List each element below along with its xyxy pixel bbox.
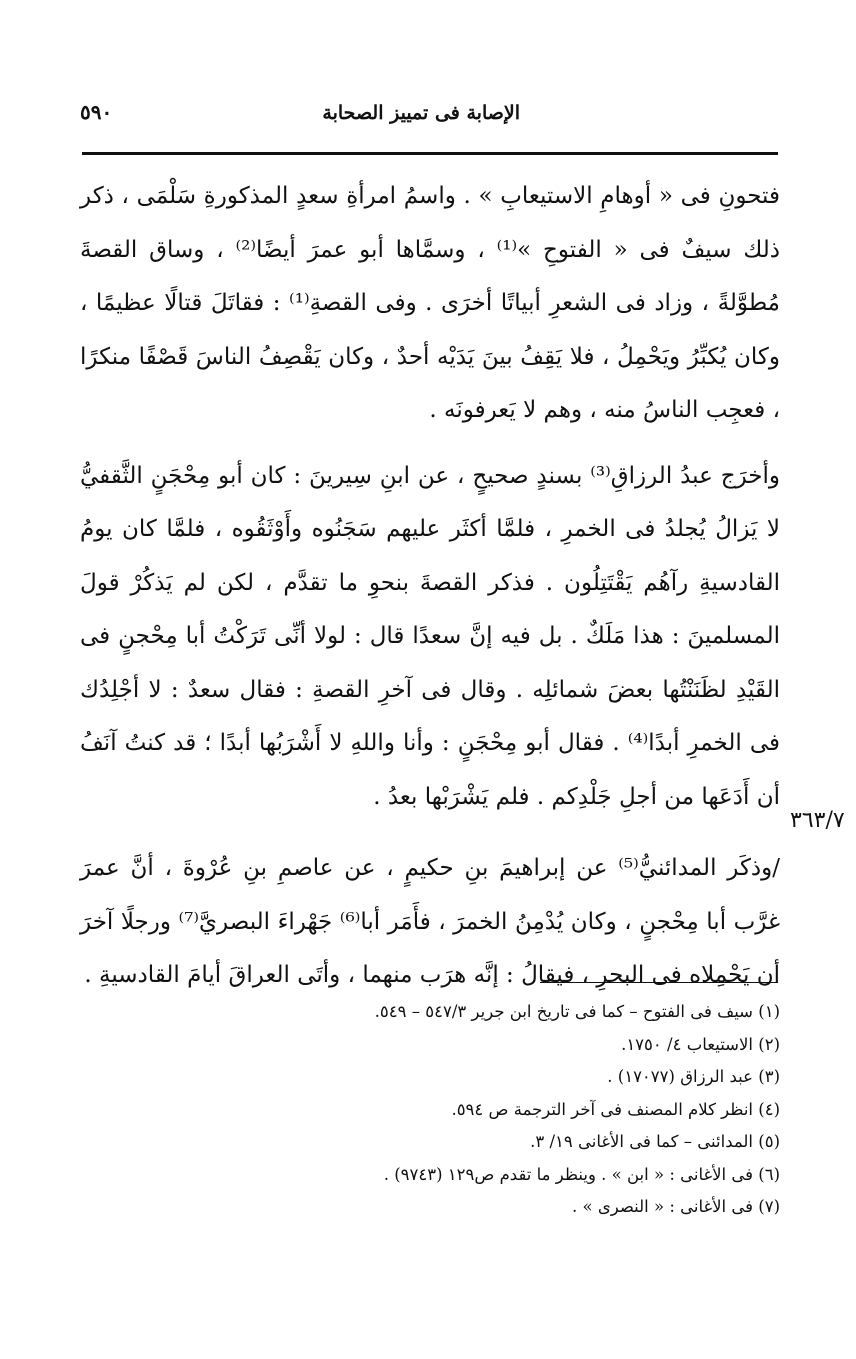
footnotes	[180, 996, 780, 1224]
footnote-1: (١) سيف فى الفتوح – كما فى تاريخ ابن جرير ٥٤٧/٣ – ٥٤٩.	[374, 1002, 780, 1021]
page-number: ٥٩٠	[80, 100, 113, 124]
main-text	[80, 170, 780, 1015]
footnote-2: (٢) الاستيعاب ٤/ ١٧٥٠.	[621, 1034, 780, 1054]
page-header	[80, 92, 780, 132]
footnote-5: (٥) المدائنى – كما فى الأغانى ١٩/ ٣.	[530, 1132, 780, 1151]
footnote-divider	[540, 982, 778, 983]
paragraph-1: فتحونِ فى « أوهامِ الاستيعابِ » . واسمُ امرأةِ سعدٍ المذكورةِ سَلْمَى ، ذكر ذلك سيفٌ فى « الفتوحِ »⁽¹⁾ ، وسمَّاها أبو عمرَ أيضًا⁽²⁾ ، وساق القصةَ مُطوَّلةً ، وزاد فى الشعرِ أبياتًا أخرَى . وفى القصةِ⁽¹⁾ : فقاتَلَ قتالًا عظيمًا ، وكان يُكبِّرُ ويَحْمِلُ ، فلا يَقِفُ بينَ يَدَيْه أحدٌ ، وكان يَقْصِفُ الناسَ قَصْفًا منكرًا ، فعجِب الناسُ منه ، وهم لا يَعرفونَه .	[80, 183, 780, 423]
paragraph-2: وأخرَج عبدُ الرزاقِ⁽³⁾ بسندٍ صحيحٍ ، عن ابنِ سِيرينَ : كان أبو مِحْجَنٍ الثَّقفيُّ لا يَزالُ يُجلدُ فى الخمرِ ، فلمَّا أكثَر عليهم سَجَنُوه وأَوْثَقُوه ، فلمَّا كان يومُ القادسيةِ رآهُم يَقْتَتِلُون . فذكر القصةَ بنحوِ ما تقدَّم ، لكن لم يَذكُرْ قولَ المسلمينَ : هذا مَلَكٌ . بل فيه إنَّ سعدًا قال : لولا أنِّى تَرَكْتُ أبا مِحْجنٍ فى القَيْدِ لظَنَنْتُها بعضَ شمائلِه . وقال فى آخرِ القصةِ : فقال سعدٌ : لا أجْلِدُك فى الخمرِ أبدًا⁽⁴⁾ . فقال أبو مِحْجَنٍ : وأنا واللهِ لا أَشْرَبُها أبدًا ؛ قد كنتُ آنَفُ أن أَدَعَها من أجلِ جَلْدِكم . فلم يَشْرَبْها بعدُ .	[80, 462, 780, 810]
footnote-7: (٧) فى الأغانى : « النصرى » .	[571, 1197, 780, 1216]
header-divider	[82, 152, 778, 155]
paragraph-3: /وذكَر المدائنيُّ⁽⁵⁾ عن إبراهيمَ بنِ حكيمٍ ، عن عاصمِ بنِ عُرْوةَ ، أنَّ عمرَ غرَّب أبا مِحْجنٍ ، وكان يُدْمِنُ الخمرَ ، فأَمَر أبا⁽⁶⁾ جَهْراءَ البصريَّ⁽⁷⁾ ورجلًا آخرَ أن يَحْمِلاه فى البحرِ ، فيقالُ : إنَّه هرَب منهما ، وأتَى العراقَ أيامَ القادسيةِ .	[80, 855, 780, 988]
footnote-3: (٣) عبد الرزاق (١٧٠٧٧) .	[607, 1067, 780, 1086]
running-title: الإصابة فى تمييز الصحابة	[322, 102, 520, 124]
footnote-4: (٤) انظر كلام المصنف فى آخر الترجمة ص ٥٩٤.	[451, 1099, 780, 1119]
footnote-6: (٦) فى الأغانى : « ابن » . وينظر ما تقدم ص١٢٩ (٩٧٤٣) .	[383, 1164, 780, 1184]
margin-volume-page-reference: ٣٦٣/٧	[790, 808, 845, 833]
